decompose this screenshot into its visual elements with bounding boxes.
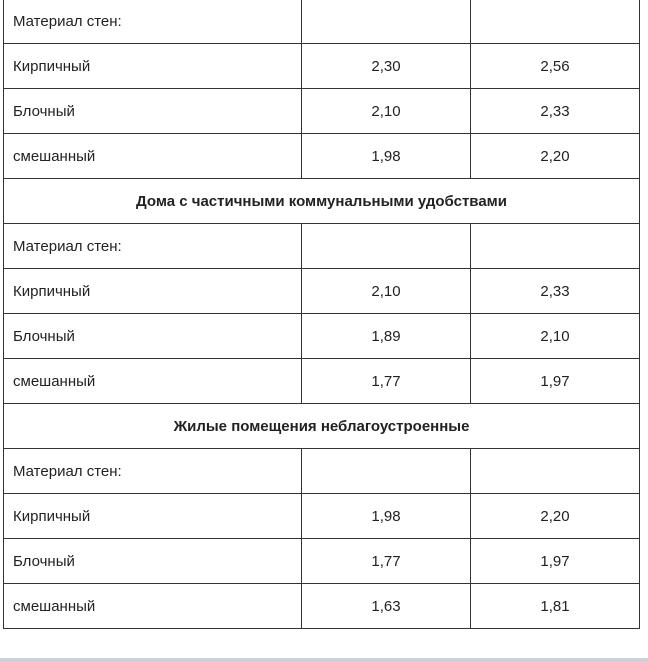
section-header-row: [4, 404, 640, 449]
value-cell-2: 2,20: [471, 494, 640, 539]
section-title: Жилые помещения неблагоустроенные: [4, 404, 640, 449]
row-label: Материал стен:: [4, 449, 302, 494]
value-cell-2: [471, 0, 640, 44]
value-cell-1: 1,63: [302, 584, 471, 629]
table-row: [4, 539, 640, 584]
row-label: Кирпичный: [4, 269, 302, 314]
value-cell-1: 1,77: [302, 539, 471, 584]
row-label: Блочный: [4, 89, 302, 134]
table-row: [4, 584, 640, 629]
row-label: смешанный: [4, 134, 302, 179]
value-cell-1: 2,10: [302, 269, 471, 314]
table-row: [4, 224, 640, 269]
section-header-row: [4, 179, 640, 224]
value-cell-1: 1,89: [302, 314, 471, 359]
value-cell-2: 1,97: [471, 539, 640, 584]
value-cell-1: 2,10: [302, 89, 471, 134]
value-cell-2: 2,33: [471, 89, 640, 134]
table-row: [4, 449, 640, 494]
value-cell-2: 2,33: [471, 269, 640, 314]
value-cell-1: 1,77: [302, 359, 471, 404]
page-bottom-edge: [0, 658, 648, 662]
row-label: смешанный: [4, 359, 302, 404]
value-cell-1: 1,98: [302, 494, 471, 539]
row-label: Материал стен:: [4, 224, 302, 269]
value-cell-2: 2,10: [471, 314, 640, 359]
table-row: [4, 314, 640, 359]
value-cell-2: 2,20: [471, 134, 640, 179]
table-row: [4, 494, 640, 539]
value-cell-1: 1,98: [302, 134, 471, 179]
value-cell-2: [471, 449, 640, 494]
table-row: [4, 269, 640, 314]
value-cell-2: 1,81: [471, 584, 640, 629]
tariff-table-container: [3, 0, 639, 629]
row-label: Материал стен:: [4, 0, 302, 44]
value-cell-1: [302, 224, 471, 269]
table-row: [4, 134, 640, 179]
tariff-table: [3, 0, 640, 629]
table-row: [4, 359, 640, 404]
row-label: Блочный: [4, 314, 302, 359]
value-cell-2: 1,97: [471, 359, 640, 404]
value-cell-2: 2,56: [471, 44, 640, 89]
row-label: Кирпичный: [4, 44, 302, 89]
row-label: Блочный: [4, 539, 302, 584]
table-row: [4, 44, 640, 89]
row-label: Кирпичный: [4, 494, 302, 539]
value-cell-2: [471, 224, 640, 269]
value-cell-1: [302, 0, 471, 44]
value-cell-1: [302, 449, 471, 494]
value-cell-1: 2,30: [302, 44, 471, 89]
row-label: смешанный: [4, 584, 302, 629]
table-row: [4, 89, 640, 134]
section-title: Дома с частичными коммунальными удобствами: [4, 179, 640, 224]
table-row: [4, 0, 640, 44]
